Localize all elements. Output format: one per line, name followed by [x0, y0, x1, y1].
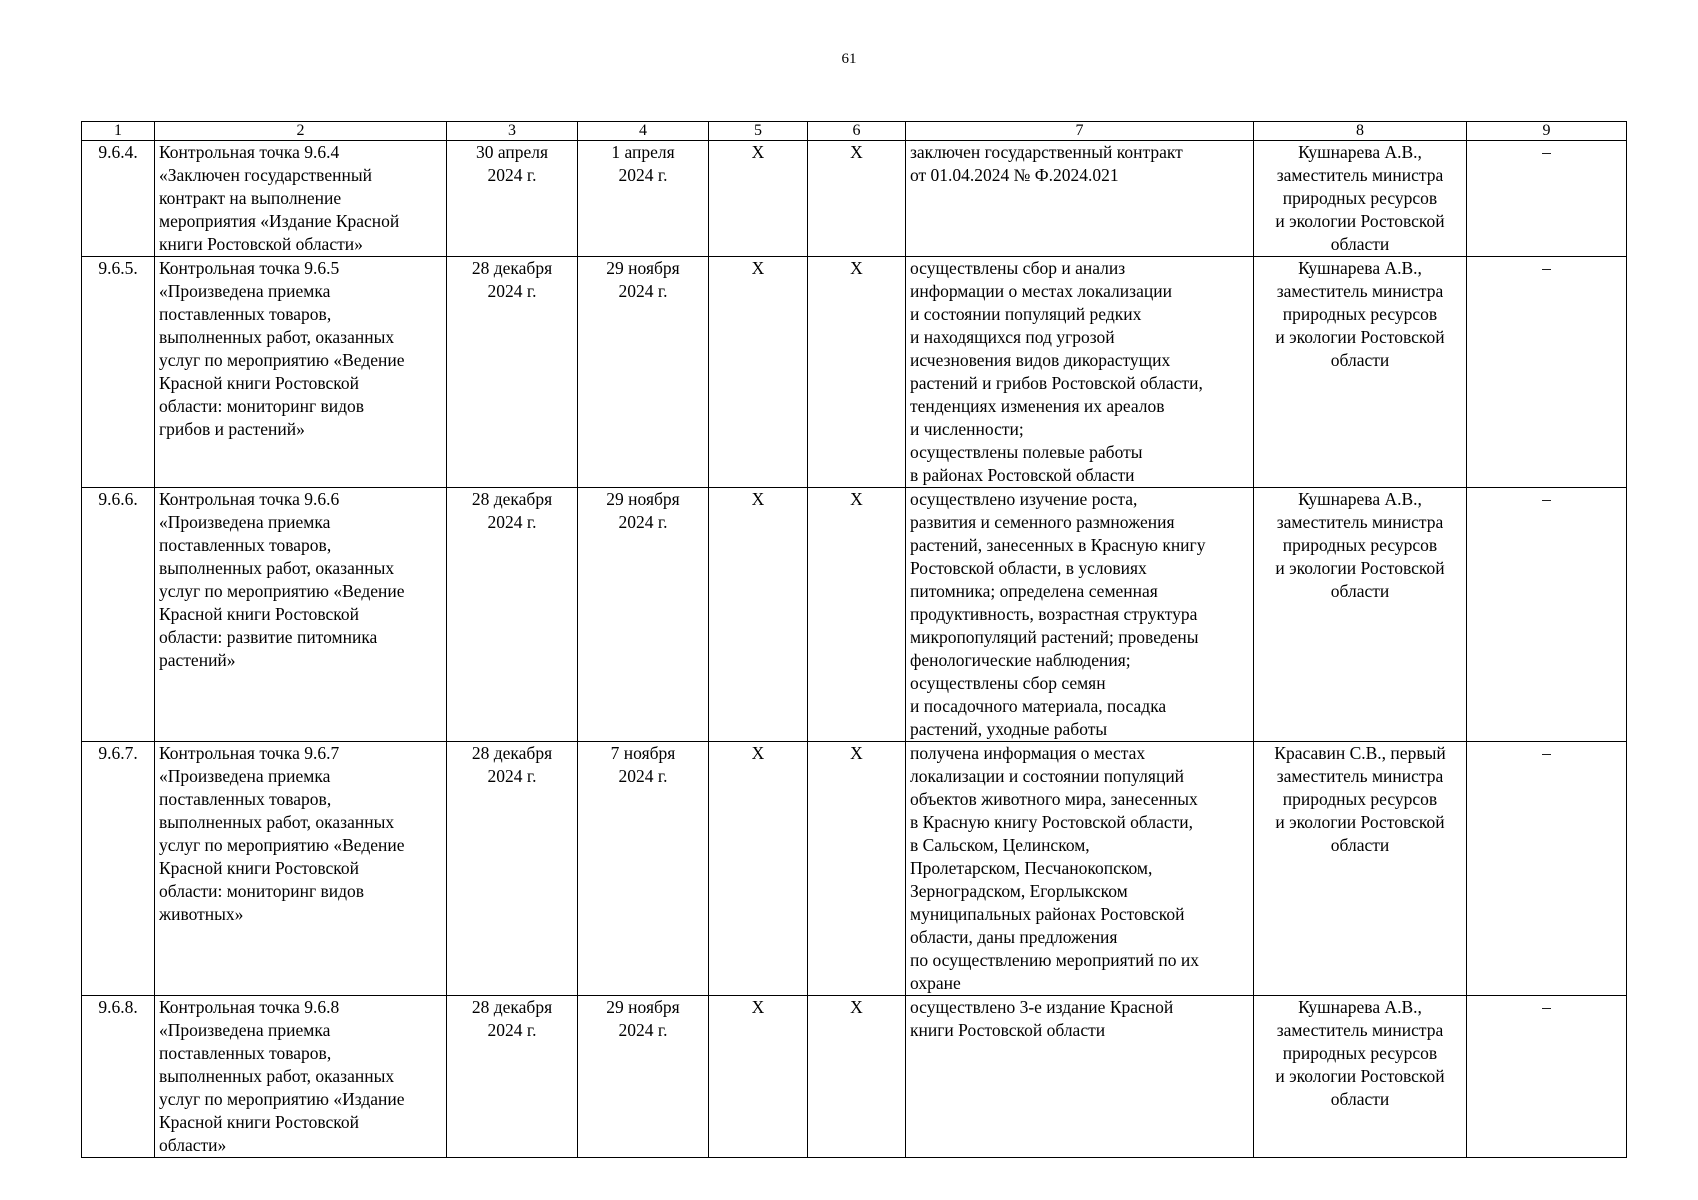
column-6-value: X [808, 141, 906, 257]
report-table [81, 121, 1627, 1158]
column-9-value: – [1467, 488, 1627, 742]
table-row [82, 488, 1627, 742]
control-point-name: Контрольная точка 9.6.8 «Произведена приемка поставленных товаров, выполненных работ, оказанных услуг по мероприятию «Издание Красной книги Ростовской области» [155, 996, 447, 1158]
fact-date: 7 ноября 2024 г. [578, 742, 709, 996]
row-number: 9.6.6. [82, 488, 155, 742]
table-row [82, 141, 1627, 257]
column-header-5: 5 [709, 122, 808, 141]
control-point-name: Контрольная точка 9.6.5 «Произведена приемка поставленных товаров, выполненных работ, оказанных услуг по мероприятию «Ведение Красной книги Ростовской области: мониторинг видов грибов и растений» [155, 257, 447, 488]
responsible-person: Красавин С.В., первый заместитель министра природных ресурсов и экологии Ростовской области [1254, 742, 1467, 996]
plan-date: 28 декабря 2024 г. [447, 257, 578, 488]
row-number: 9.6.8. [82, 996, 155, 1158]
table-header-row [82, 122, 1627, 141]
column-header-2: 2 [155, 122, 447, 141]
column-6-value: X [808, 257, 906, 488]
result-description: осуществлены сбор и анализ информации о местах локализации и состоянии популяций редких и находящихся под угрозой исчезновения видов дикорастущих растений и грибов Ростовской области, тенденциях изменения их ареалов и численности; осуществлены полевые работы в районах Ростовской области [906, 257, 1254, 488]
table-row [82, 996, 1627, 1158]
plan-date: 30 апреля 2024 г. [447, 141, 578, 257]
fact-date: 1 апреля 2024 г. [578, 141, 709, 257]
column-6-value: X [808, 742, 906, 996]
responsible-person: Кушнарева А.В., заместитель министра природных ресурсов и экологии Ростовской области [1254, 488, 1467, 742]
column-5-value: X [709, 742, 808, 996]
column-header-8: 8 [1254, 122, 1467, 141]
page-number: 61 [841, 51, 857, 67]
result-description: заключен государственный контракт от 01.04.2024 № Ф.2024.021 [906, 141, 1254, 257]
plan-date: 28 декабря 2024 г. [447, 742, 578, 996]
responsible-person: Кушнарева А.В., заместитель министра природных ресурсов и экологии Ростовской области [1254, 996, 1467, 1158]
plan-date: 28 декабря 2024 г. [447, 996, 578, 1158]
column-5-value: X [709, 257, 808, 488]
column-6-value: X [808, 488, 906, 742]
column-9-value: – [1467, 257, 1627, 488]
column-9-value: – [1467, 742, 1627, 996]
fact-date: 29 ноября 2024 г. [578, 488, 709, 742]
column-header-9: 9 [1467, 122, 1627, 141]
column-9-value: – [1467, 996, 1627, 1158]
table-row [82, 742, 1627, 996]
fact-date: 29 ноября 2024 г. [578, 996, 709, 1158]
result-description: получена информация о местах локализации и состоянии популяций объектов животного мира, занесенных в Красную книгу Ростовской области, в Сальском, Целинском, Пролетарском, Песчанокопском, Зерноградском, Егорлыкском муниципальных районах Ростовской области, даны предложения по осуществлению мероприятий по их охране [906, 742, 1254, 996]
column-5-value: X [709, 996, 808, 1158]
column-9-value: – [1467, 141, 1627, 257]
column-header-3: 3 [447, 122, 578, 141]
column-5-value: X [709, 488, 808, 742]
control-point-name: Контрольная точка 9.6.6 «Произведена приемка поставленных товаров, выполненных работ, оказанных услуг по мероприятию «Ведение Красной книги Ростовской области: развитие питомника растений» [155, 488, 447, 742]
column-6-value: X [808, 996, 906, 1158]
column-header-1: 1 [82, 122, 155, 141]
column-header-4: 4 [578, 122, 709, 141]
responsible-person: Кушнарева А.В., заместитель министра природных ресурсов и экологии Ростовской области [1254, 141, 1467, 257]
control-point-name: Контрольная точка 9.6.7 «Произведена приемка поставленных товаров, выполненных работ, оказанных услуг по мероприятию «Ведение Красной книги Ростовской области: мониторинг видов животных» [155, 742, 447, 996]
table-row [82, 257, 1627, 488]
column-header-6: 6 [808, 122, 906, 141]
fact-date: 29 ноября 2024 г. [578, 257, 709, 488]
control-point-name: Контрольная точка 9.6.4 «Заключен государственный контракт на выполнение мероприятия «Издание Красной книги Ростовской области» [155, 141, 447, 257]
plan-date: 28 декабря 2024 г. [447, 488, 578, 742]
column-header-7: 7 [906, 122, 1254, 141]
row-number: 9.6.5. [82, 257, 155, 488]
column-5-value: X [709, 141, 808, 257]
result-description: осуществлено 3-е издание Красной книги Ростовской области [906, 996, 1254, 1158]
row-number: 9.6.7. [82, 742, 155, 996]
responsible-person: Кушнарева А.В., заместитель министра природных ресурсов и экологии Ростовской области [1254, 257, 1467, 488]
result-description: осуществлено изучение роста, развития и семенного размножения растений, занесенных в Красную книгу Ростовской области, в условиях питомника; определена семенная продуктивность, возрастная структура микропопуляций растений; проведены фенологические наблюдения; осуществлены сбор семян и посадочного материала, посадка растений, уходные работы [906, 488, 1254, 742]
row-number: 9.6.4. [82, 141, 155, 257]
